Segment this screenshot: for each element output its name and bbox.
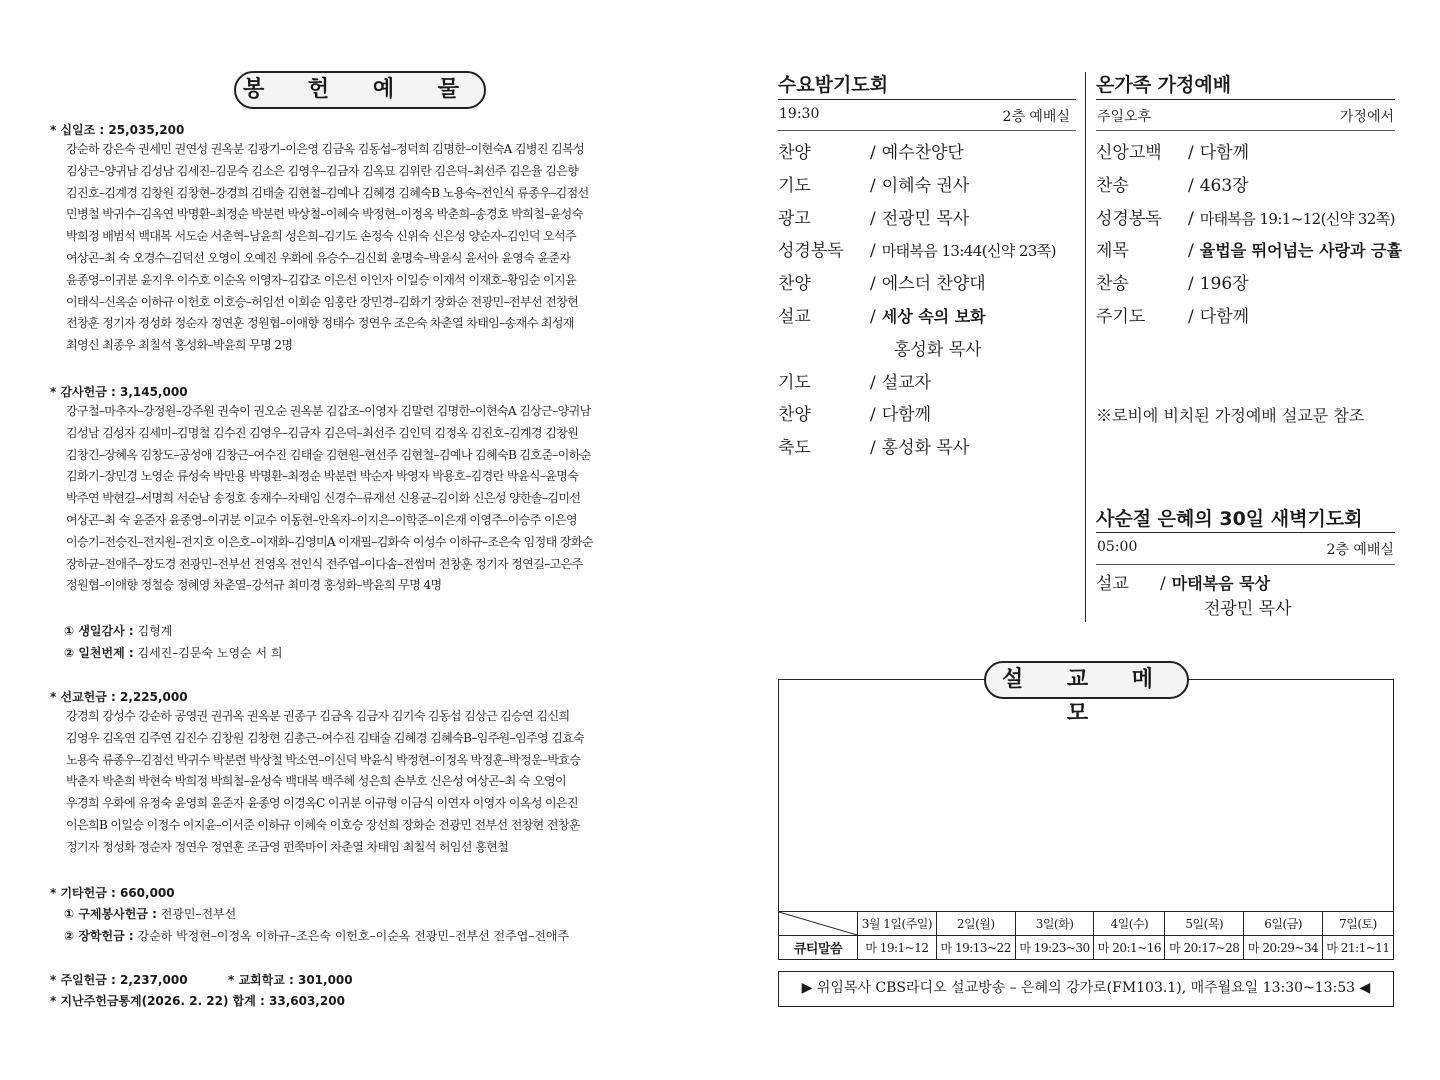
tithe-name-line: 김상근–양귀남 김성남 김세진–김문숙 김소은 김영우–김금자 김옥묘 김위란 김은덕–최선주 김은율 김은향 — [66, 163, 579, 178]
wednesday-order-value: 마태복음 13:44(신약 23쪽) — [881, 242, 1056, 261]
wednesday-order-row — [778, 334, 1056, 367]
tithe-name-line: 여상곤–최 숙 오경수–김덕선 오영이 오예진 우화에 유승수–김신회 윤명숙–박윤식 윤서아 윤영숙 윤준자 — [66, 250, 571, 265]
family-order-label: 성경봉독 — [1096, 208, 1162, 229]
birthday-thanks-label: ① 생일감사 : — [64, 624, 134, 638]
dawn-sermon-label: 설교 — [1096, 574, 1129, 594]
other-heading: * 기타헌금 : 660,000 — [50, 886, 175, 900]
wednesday-order-row — [778, 367, 1056, 400]
wednesday-order-separator: / — [870, 208, 876, 229]
tithe-heading: * 십일조 : 25,035,200 — [50, 123, 185, 137]
qt-day: 6일(금) — [1244, 912, 1323, 936]
mission-name-line: 박춘자 박춘희 박현숙 박희정 박희철–윤성숙 백대복 백주혜 성은희 손부호 신은성 여상곤–최 숙 오영이 — [66, 774, 567, 789]
family-top-rule — [1096, 99, 1395, 100]
wednesday-order-row — [778, 203, 1056, 236]
thousand-offering-value: 김세진–김문숙 노영순 서 희 — [133, 646, 283, 660]
family-order-value: 196장 — [1199, 274, 1249, 295]
wednesday-order-label: 찬양 — [778, 143, 811, 163]
column-divider — [1085, 72, 1086, 622]
qt-passage: 마 20:17~28 — [1165, 936, 1244, 960]
family-order-label: 찬송 — [1096, 175, 1129, 196]
mission-name-line: 김영우 김옥연 김주연 김진수 김창원 김창현 김총근–여수진 김태술 김혜경 김혜숙B–임주원–임주영 김효숙 — [66, 730, 585, 745]
scholarship-offering — [64, 927, 569, 944]
family-order-value: 마태복음 19:1~12(신약 32쪽) — [1199, 209, 1395, 228]
wednesday-order-value: 예수찬양단 — [881, 143, 964, 163]
tithe-names — [66, 139, 589, 357]
tithe-name-line: 민병철 박귀수–김옥연 박명환–최정순 박분련 박상철–이혜숙 박정현–이정옥 박춘희–송경호 박희철–윤성숙 — [66, 207, 583, 222]
dawn-speaker: 전광민 목사 — [1204, 599, 1292, 619]
thanks-name-line: 박주연 박현길–서명희 서순남 송정호 송재수–차태임 신경수–류재선 신용균–김이화 신은성 양한솔–김미선 — [66, 491, 581, 506]
mission-names — [66, 706, 584, 859]
wednesday-title: 수요밤기도회 — [778, 74, 889, 96]
qt-passage: 마 19:13~22 — [936, 936, 1015, 960]
family-order-label: 주기도 — [1096, 306, 1146, 327]
family-order-separator: / — [1188, 143, 1194, 163]
wednesday-order-label: 찬양 — [778, 405, 811, 426]
mission-name-line: 이은희B 이일승 이정수 이지윤–이서준 이하규 이혜숙 이호승 장선희 장화순 전광민 전부선 전창현 전창훈 — [66, 817, 580, 832]
wednesday-order-value: 홍성화 목사 — [894, 339, 982, 360]
family-order-value: 다함께 — [1199, 306, 1250, 327]
tithe-name-line: 강순하 강은숙 권세민 권연성 권옥분 김광기–이은영 김금옥 김동섭–정덕희 김명한–이현숙A 김병진 김복성 — [66, 142, 585, 156]
mission-name-line: 우경희 우화에 유정숙 윤영희 윤준자 윤종영 이경옥C 이귀분 이규형 이금식 이연자 이영자 이옥성 이은진 — [66, 796, 579, 811]
thanks-name-line: 여상곤–최 숙 윤준자 윤종영–이귀분 이교수 이동현–안옥자–이지은–이학준–이은재 이영주–이승주 이은영 — [66, 512, 577, 527]
wednesday-order-value: 에스더 찬양대 — [881, 274, 986, 295]
qt-day: 3월 1일(주일) — [858, 912, 937, 936]
wednesday-order-separator: / — [870, 405, 876, 426]
thanks-names — [66, 401, 593, 597]
family-order-label: 신앙고백 — [1096, 143, 1162, 163]
qt-day: 3일(화) — [1015, 912, 1094, 936]
scholarship-offering-label: ② 장학헌금 : — [64, 929, 134, 943]
dawn-top-rule — [1096, 532, 1395, 533]
wednesday-order-label: 기도 — [778, 372, 811, 393]
wednesday-order-value: 세상 속의 보화 — [881, 306, 986, 326]
family-order-value: 다함께 — [1199, 143, 1250, 163]
family-order-label: 찬송 — [1096, 274, 1129, 295]
qt-passages-row — [779, 936, 1394, 960]
qt-passage: 마 20:1~16 — [1094, 936, 1165, 960]
qt-passage: 마 19:1~12 — [858, 936, 937, 960]
wednesday-order-value: 홍성화 목사 — [881, 438, 970, 459]
offering-summary: * 지난주헌금통계(2026. 2. 22) 합계 : 33,603,200 — [50, 994, 345, 1008]
family-order — [1096, 137, 1402, 334]
mission-name-line: 강경희 강성수 강순하 공영권 권귀옥 권옥분 권종구 김금옥 김금자 김기숙 김동섭 김상근 김승연 김신희 — [66, 709, 570, 723]
family-order-separator: / — [1188, 306, 1194, 327]
tithe-name-line: 김진호–김계경 김창원 김창현–강경희 김태술 김현철–김예나 김혜경 김혜숙B 노용숙–전인식 류종우–김점선 — [66, 185, 589, 200]
thanks-name-line: 김창긴–장혜옥 김창도–공성애 김창근–여수진 김태술 김현원–현선주 김현철–김예나 김혜숙B 김호준–이하순 — [66, 447, 591, 462]
radio-banner: ▶ 위임목사 CBS라디오 설교방송 – 은혜의 강가로(FM103.1), 매주월요일 13:30~13:53 ◀ — [778, 971, 1394, 1007]
family-bottom-rule — [1096, 130, 1395, 131]
mission-name-line: 정기자 정성화 정순자 정연우 정연훈 조금영 펀쭉마이 차춘열 차태임 최칠석 허임선 홍현철 — [66, 839, 509, 854]
wednesday-order-separator: / — [870, 372, 876, 393]
church-school-offering: * 교회학교 : 301,000 — [228, 973, 353, 987]
wednesday-order-row — [778, 235, 1056, 268]
family-order-row — [1096, 235, 1402, 268]
qt-corner-cell — [779, 912, 858, 936]
family-order-separator: / — [1188, 241, 1194, 262]
wednesday-order-label: 찬양 — [778, 274, 811, 295]
tithe-name-line: 박희정 배범석 백대복 서도순 서춘혁–남윤희 성은희–김기도 손정숙 신위숙 신은성 양순자–김인덕 오석주 — [66, 229, 577, 244]
wednesday-order-row — [778, 170, 1056, 203]
wednesday-order-label: 광고 — [778, 208, 811, 229]
qt-table — [778, 911, 1394, 960]
dawn-title: 사순절 은혜의 30일 새벽기도회 — [1096, 508, 1363, 530]
tithe-name-line: 이태식–신옥순 이하규 이헌호 이호승–허임선 이회순 임홍란 장민경–김화기 장화순 전광민–전부선 전창현 — [66, 294, 579, 309]
memo-title: 설 교 메 모 — [984, 661, 1189, 699]
qt-day: 2일(월) — [936, 912, 1015, 936]
thanks-heading: * 감사헌금 : 3,145,000 — [50, 385, 188, 399]
wednesday-order-label: 축도 — [778, 438, 811, 459]
diagonal-line — [779, 912, 857, 935]
wednesday-order-row — [778, 268, 1056, 301]
wednesday-order-separator: / — [870, 274, 876, 295]
qt-day: 4일(수) — [1094, 912, 1165, 936]
family-order-row — [1096, 301, 1402, 334]
wednesday-order-label: 기도 — [778, 175, 811, 196]
wednesday-order-label: 설교 — [778, 306, 811, 327]
wednesday-order — [778, 137, 1056, 465]
thanks-name-line: 장하균–전애주–장도경 전광민–전부선 전영옥 전인식 전주엽–이다솜–전썸머 전창훈 정기자 정연길–고은주 — [66, 556, 583, 571]
dawn-bottom-rule — [1096, 564, 1395, 565]
family-time: 주일오후 — [1097, 109, 1152, 125]
tithe-name-line: 최영신 최종우 최칠석 홍성화–박윤희 무명 2명 — [66, 338, 293, 353]
family-order-row — [1096, 268, 1402, 301]
family-title: 온가족 가정예배 — [1096, 74, 1232, 96]
wednesday-time: 19:30 — [779, 106, 820, 122]
relief-offering-label: ① 구제봉사헌금 : — [64, 907, 157, 921]
family-note: ※로비에 비치된 가정예배 설교문 참조 — [1096, 406, 1365, 425]
family-order-row — [1096, 203, 1402, 236]
sunday-offering: * 주일헌금 : 2,237,000 — [50, 973, 188, 987]
wednesday-order-value: 이혜숙 권사 — [881, 175, 970, 196]
family-order-separator: / — [1188, 208, 1194, 229]
wednesday-order-separator: / — [870, 241, 876, 262]
wednesday-order-row — [778, 432, 1056, 465]
thousand-offering — [64, 644, 282, 661]
dawn-sermon-value: 마태복음 묵상 — [1171, 574, 1271, 593]
wednesday-order-row — [778, 399, 1056, 432]
wednesday-place: 2층 예배실 — [1002, 109, 1070, 125]
dawn-time: 05:00 — [1097, 539, 1138, 555]
dawn-sermon: 설교 / 마태복음 묵상 — [1096, 568, 1270, 601]
wednesday-order-separator: / — [870, 175, 876, 196]
thanks-name-line: 정원협–이애향 정철승 정혜영 차춘열–강석규 최미경 홍성화–박윤희 무명 4명 — [66, 578, 442, 593]
wednesday-order-row — [778, 137, 1056, 170]
wednesday-order-label: 성경봉독 — [778, 241, 844, 262]
birthday-thanks — [64, 622, 172, 639]
tithe-name-line: 전창훈 정기자 정성화 정순자 정연훈 정원협–이애향 정태수 정연우 조은숙 차춘열 차태임–송재수 최성재 — [66, 316, 574, 331]
thanks-name-line: 김성남 김성자 김세미–김명철 김수진 김영우–김금자 김은덕–최선주 김인덕 김정옥 김진호–김계경 김창원 — [66, 425, 579, 440]
wednesday-order-separator: / — [870, 143, 876, 163]
thousand-offering-label: ② 일천번제 : — [64, 646, 134, 660]
thanks-name-line: 김화기–장민경 노영순 류성숙 박만용 박명환–최정순 박분련 박순자 박영자 박용호–김경란 박윤식–윤명숙 — [66, 469, 579, 484]
wednesday-bottom-rule — [778, 130, 1076, 131]
birthday-thanks-value: 김형계 — [133, 624, 173, 638]
qt-passage: 마 19:23~30 — [1015, 936, 1094, 960]
wednesday-top-rule — [778, 99, 1076, 100]
relief-offering-value: 전광민–전부선 — [156, 907, 237, 921]
family-order-row — [1096, 137, 1402, 170]
wednesday-order-value: 다함께 — [881, 405, 932, 426]
wednesday-order-separator: / — [870, 306, 876, 327]
qt-row-label: 큐티말씀 — [779, 936, 858, 960]
qt-day: 7일(토) — [1322, 912, 1393, 936]
family-order-value: 율법을 뛰어넘는 사랑과 긍휼 — [1199, 241, 1402, 261]
offering-title: 봉 헌 예 물 — [234, 71, 486, 109]
wednesday-order-value: 설교자 — [881, 372, 932, 393]
scholarship-offering-value: 강순하 박정현–이정옥 이하규–조은숙 이헌호–이순옥 전광민–전부선 전주엽–전애주 — [133, 929, 570, 943]
family-order-separator: / — [1188, 175, 1194, 196]
tithe-name-line: 윤종영–이귀분 윤지우 이수호 이순옥 이영자–김갑조 이은선 이인자 이일승 이재석 이재호–황임순 이지윤 — [66, 272, 577, 287]
mission-name-line: 노용숙 류종우–김점선 박귀수 박분련 박상철 박소연–이신덕 박윤식 박정현–이정옥 박정훈–박정운–박효승 — [66, 752, 581, 767]
family-order-label: 제목 — [1096, 241, 1129, 262]
wednesday-order-separator: / — [870, 438, 876, 459]
qt-days-row — [779, 912, 1394, 936]
family-place: 가정에서 — [1339, 109, 1394, 125]
family-order-value: 463장 — [1199, 175, 1249, 196]
qt-day: 5일(목) — [1165, 912, 1244, 936]
qt-passage: 마 21:1~11 — [1322, 936, 1393, 960]
wednesday-order-value: 전광민 목사 — [881, 208, 970, 229]
thanks-name-line: 강구철–마추자–강정원–강주원 권숙이 권오순 권옥분 김갑조–이영자 김말련 김명한–이현숙A 김상근–양귀남 — [66, 404, 591, 418]
family-order-separator: / — [1188, 274, 1194, 295]
family-order-row — [1096, 170, 1402, 203]
wednesday-order-row — [778, 301, 1056, 334]
mission-heading: * 선교헌금 : 2,225,000 — [50, 690, 188, 704]
dawn-place: 2층 예배실 — [1326, 542, 1394, 558]
qt-passage: 마 20:29~34 — [1244, 936, 1323, 960]
relief-offering — [64, 905, 236, 922]
thanks-name-line: 이승기–전승진–전지원–전지호 이은호–이재화–김영미A 이재필–김화숙 이성수 이하규–조은숙 임정태 장화순 — [66, 534, 593, 549]
